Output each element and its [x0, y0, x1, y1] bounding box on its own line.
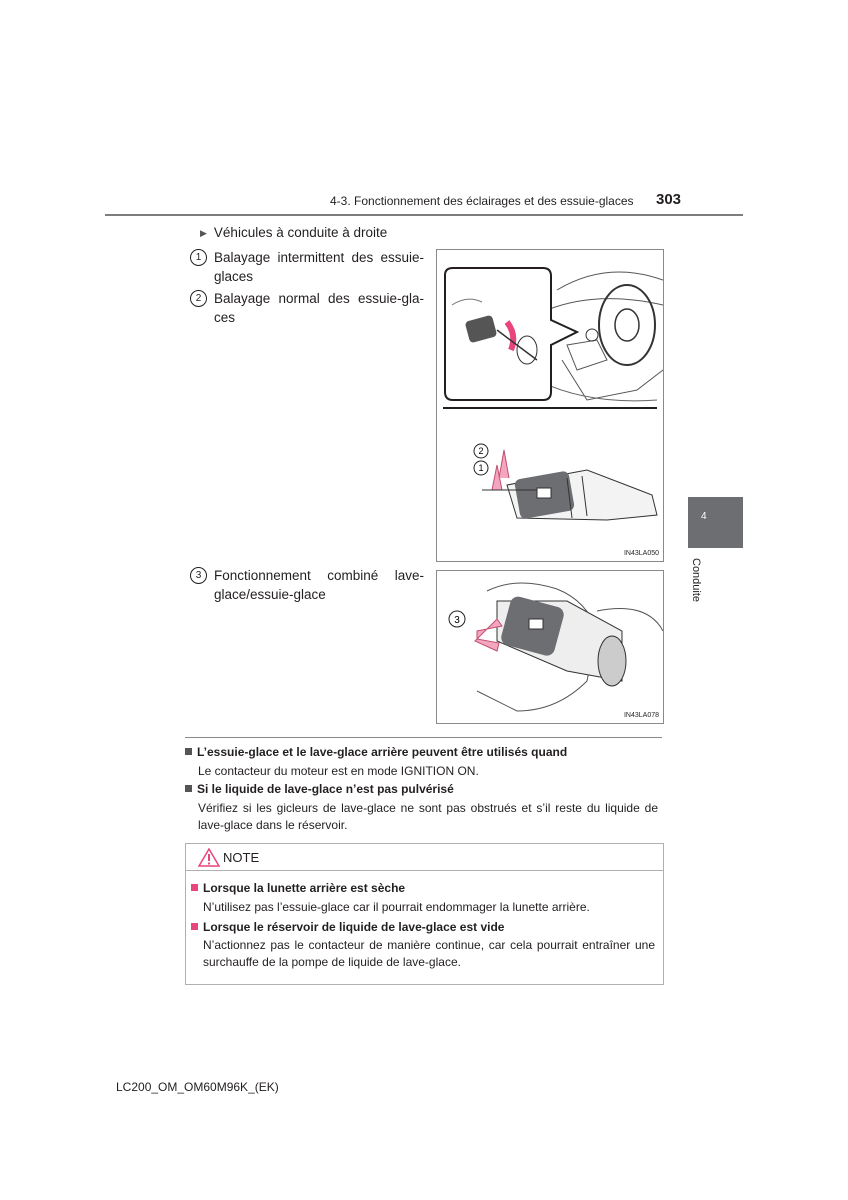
notice-header [186, 844, 663, 871]
note-heading-text: Si le liquide de lave-glace n’est pas pulvérisé [197, 782, 454, 796]
square-bullet-icon [191, 923, 198, 930]
running-header-title: 4-3. Fonctionnement des éclairages et des essuie-glaces [330, 194, 634, 208]
square-bullet-icon [191, 884, 198, 891]
note-heading [185, 745, 567, 759]
note-body: Le contacteur du moteur est en mode IGNITION ON. [198, 764, 479, 778]
wiper-switch-illustration [437, 250, 663, 561]
note-heading [185, 782, 454, 796]
item-number-circle: 3 [190, 567, 207, 584]
notice-item-heading-text: Lorsque la lunette arrière est sèche [203, 881, 406, 895]
notice-item-heading-text: Lorsque le réservoir de liquide de lave-glace est vide [203, 920, 505, 934]
figure-wiper-switch-rhd [436, 249, 664, 562]
notice-box [185, 843, 664, 985]
washer-switch-illustration [437, 571, 663, 723]
figure-code: IN43LA050 [623, 550, 659, 557]
document-code: LC200_OM_OM60M96K_(EK) [116, 1080, 279, 1094]
square-bullet-icon [185, 785, 192, 792]
figure-washer-switch [436, 570, 664, 724]
figure-label: 2 [478, 446, 484, 456]
section-title-text: Véhicules à conduite à droite [213, 225, 388, 240]
chapter-tab [688, 497, 743, 548]
list-item [190, 566, 424, 604]
item-number-circle: 2 [190, 290, 207, 307]
notice-item-heading [191, 920, 504, 934]
notice-title: NOTE [223, 850, 260, 865]
list-item [190, 248, 424, 286]
item-text: Balayage intermittent des essuie-glaces [214, 250, 424, 284]
note-heading-text: L’essuie-glace et le lave-glace arrière peuvent être utilisés quand [197, 745, 568, 759]
item-text: Fonctionnement combiné lave-glace/essuie-glace [214, 568, 424, 602]
list-item [190, 289, 424, 327]
warning-triangle-icon [198, 848, 220, 867]
chapter-label: Conduite [690, 558, 702, 603]
chapter-number: 4 [701, 511, 707, 522]
triangle-bullet-icon: ▶ [200, 228, 207, 238]
figure-label: 3 [454, 615, 460, 626]
page-number: 303 [656, 191, 682, 208]
section-title [200, 225, 387, 240]
square-bullet-icon [185, 748, 192, 755]
notes-divider [185, 737, 662, 738]
header-rule [105, 214, 743, 216]
notice-item-body: N’utilisez pas l’essuie-glace car il pourrait endommager la lunette arrière. [203, 900, 590, 914]
figure-code: IN43LA078 [623, 712, 659, 719]
notice-item-body: N’actionnez pas le contacteur de manière continue, car cela pourrait entraîner une surchauffe de la pompe de liquide de lave-glace. [203, 938, 655, 969]
item-number-circle: 1 [190, 249, 207, 266]
figure-label: 1 [478, 463, 484, 473]
item-text: Balayage normal des essuie-gla-ces [214, 291, 424, 325]
note-body: Vérifiez si les gicleurs de lave-glace ne sont pas obstrués et s’il reste du liquide de lave-glace dans le réservoir. [198, 801, 658, 832]
notice-item-heading [191, 881, 405, 895]
